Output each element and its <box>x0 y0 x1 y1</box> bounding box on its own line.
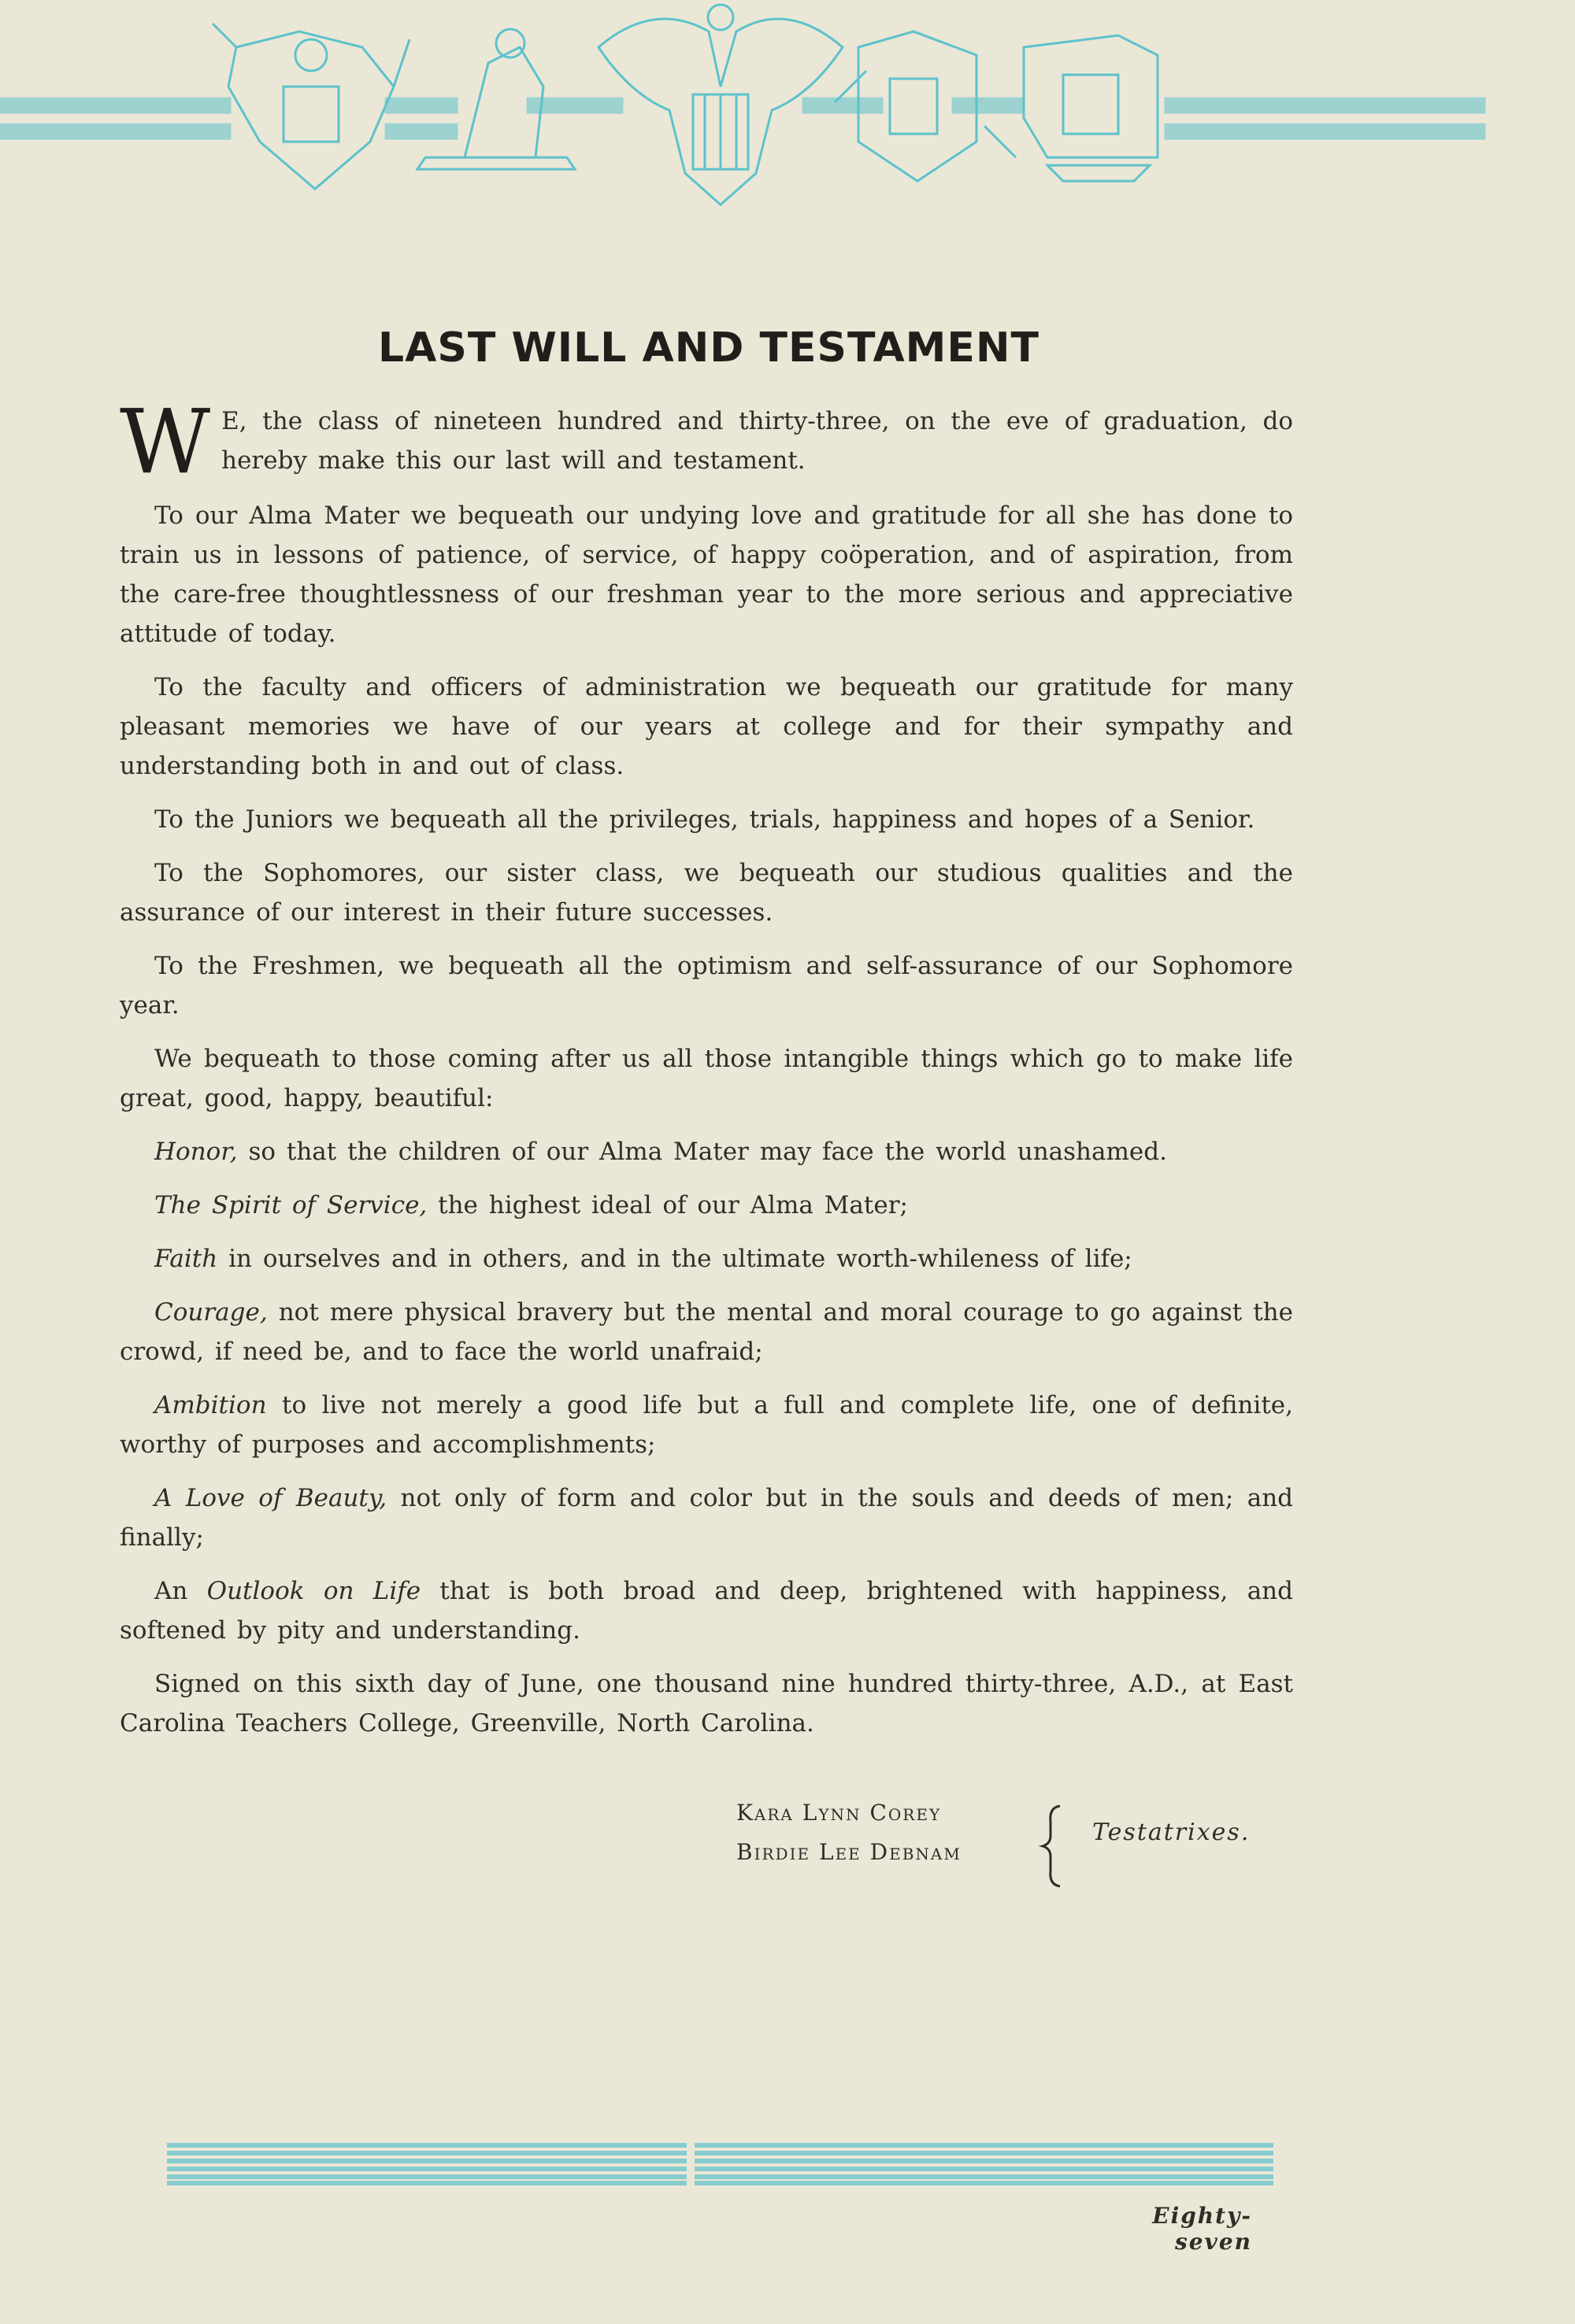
virtue-courage <box>120 1293 1293 1371</box>
virtue-term: Courage, <box>154 1298 268 1327</box>
virtue-text: to live not merely a good life but a full and complete life, one of definite, worthy of purposes and accomplishments; <box>120 1391 1293 1459</box>
virtue-text: that is both broad and deep, brightened with happiness, and softened by pity and understanding. <box>120 1577 1293 1645</box>
virtue-outlook <box>120 1571 1293 1650</box>
drop-cap-letter: W <box>120 391 211 494</box>
signatory-name: Kara Lynn Corey <box>736 1800 942 1826</box>
bequest-juniors: To the Juniors we bequeath all the privileges, trials, happiness and hopes of a Senior. <box>154 805 1255 834</box>
signatory-role: Testatrixes. <box>1092 1819 1251 1846</box>
signature-block <box>736 1793 1288 1896</box>
intro-paragraph <box>120 391 1293 494</box>
banner-stripes-left <box>0 98 622 139</box>
virtue-text: so that the children of our Alma Mater may face the world unashamed. <box>237 1138 1167 1166</box>
virtue-ambition <box>120 1386 1293 1464</box>
virtue-service <box>120 1186 1293 1225</box>
virtue-text: not mere physical bravery but the mental and moral courage to go against the crowd, if need be, and to face the world unafraid; <box>120 1298 1293 1366</box>
virtue-term: A Love of Beauty, <box>154 1484 387 1512</box>
bequest-freshmen: To the Freshmen, we bequeath all the optimism and self-assurance of our Sophomore year. <box>120 952 1293 1020</box>
page-number: Eighty-seven <box>1152 2203 1252 2255</box>
virtue-honor <box>120 1132 1293 1171</box>
brace-glyph <box>1038 1803 1069 1889</box>
virtue-term: Outlook on Life <box>206 1577 421 1605</box>
virtue-term: Faith <box>154 1245 218 1273</box>
virtue-beauty <box>120 1478 1293 1557</box>
virtue-term: Honor, <box>154 1138 238 1166</box>
signatory-names <box>736 1793 962 1872</box>
banner-stripes-right <box>803 98 1484 139</box>
virtue-prefix: An <box>154 1577 207 1605</box>
crest-castle <box>1024 35 1158 181</box>
bequest-alma-mater: To our Alma Mater we bequeath our undying love and gratitude for all she has done to train us in lessons of patience, of service, of happy coöperation, and of aspiration, from the care-free thoughtlessness of our freshman year to the more serious and appreciative attitude of today. <box>120 501 1293 648</box>
virtue-faith <box>120 1239 1293 1279</box>
virtue-term: Ambition <box>154 1391 267 1419</box>
crest-shield-left <box>213 24 410 189</box>
bequest-faculty: To the faculty and officers of administration we bequeath our gratitude for many pleasant memories we have of our years at college and for their sympathy and understanding both in and out of class. <box>120 673 1293 780</box>
bequest-intangibles: We bequeath to those coming after us all those intangible things which go to make life great, good, happy, beautiful: <box>120 1045 1293 1112</box>
intro-text: E, the class of nineteen hundred and thirty-three, on the eve of graduation, do hereby make this our last will and testament. <box>221 407 1293 475</box>
virtue-text: in ourselves and in others, and in the ultimate worth-whileness of life; <box>217 1245 1132 1273</box>
bottom-ornament-bar <box>167 2141 1273 2187</box>
document-body <box>120 391 1294 1757</box>
document-title: LAST WILL AND TESTAMENT <box>378 324 1040 372</box>
virtue-term: The Spirit of Service, <box>154 1191 428 1219</box>
signed-statement: Signed on this sixth day of June, one thousand nine hundred thirty-three, A.D., at East Carolina Teachers College, Greenville, North Carolina. <box>120 1670 1293 1737</box>
bequest-sophomores: To the Sophomores, our sister class, we bequeath our studious qualities and the assurance of our interest in their future successes. <box>120 859 1293 927</box>
signatory-name: Birdie Lee Debnam <box>736 1839 962 1865</box>
crest-banner-ornament <box>0 0 1575 213</box>
virtue-text: not only of form and color but in the souls and deeds of men; and finally; <box>120 1484 1294 1552</box>
virtue-text: the highest ideal of our Alma Mater; <box>427 1191 908 1219</box>
